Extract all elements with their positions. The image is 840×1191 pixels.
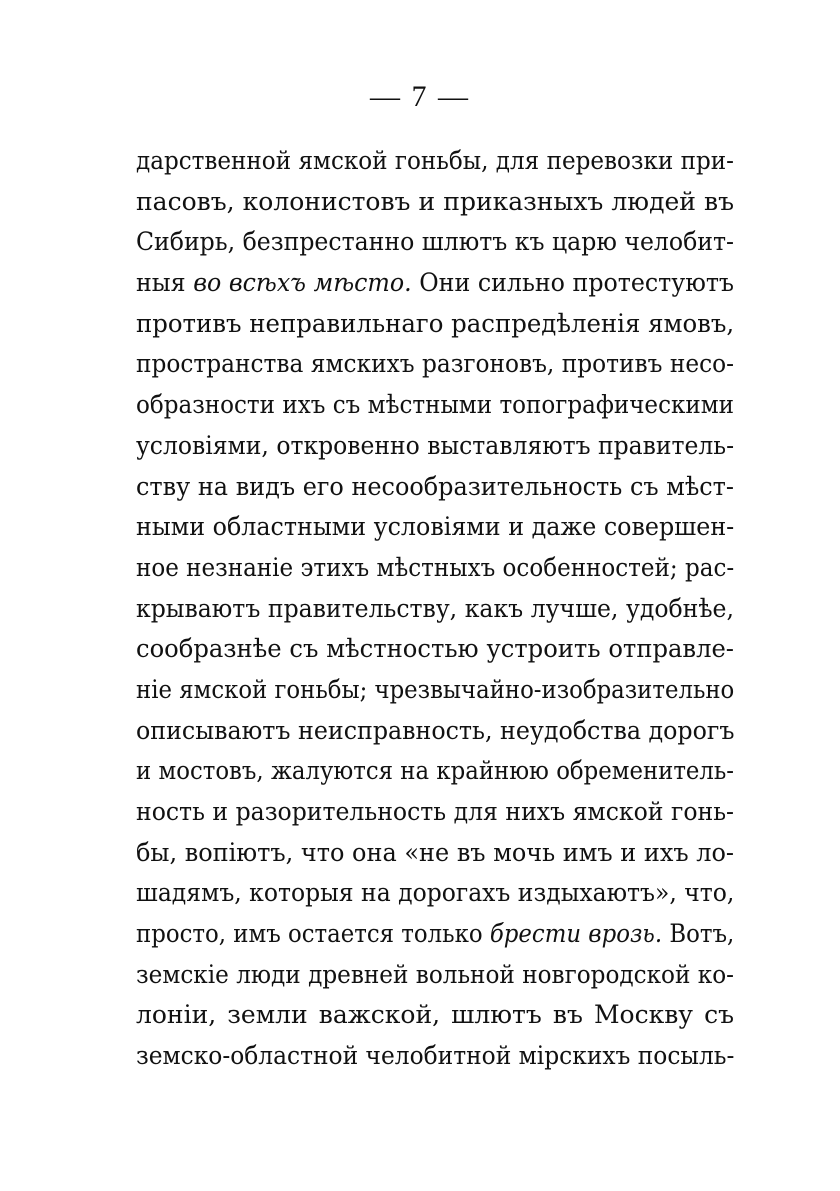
italic-phrase: брести врозь. bbox=[489, 919, 663, 949]
text-line: ность и разорительность для нихъ ямской гонь- bbox=[136, 797, 734, 826]
text-line: лоніи, земли важской, шлютъ въ Москву съ bbox=[136, 1000, 734, 1030]
text-line: бы, вопіютъ, что она «не въ мочь имъ и ихъ ло- bbox=[136, 837, 734, 867]
text-line: ніе ямской гоньбы; чрезвычайно-изобразительно bbox=[136, 674, 735, 704]
italic-phrase: во всѣхъ мѣсто. bbox=[193, 268, 412, 298]
text-line: ству на видъ его несообразительность съ мѣст- bbox=[136, 471, 734, 501]
text-line: дарственной ямской гоньбы, для перевозки при- bbox=[136, 146, 734, 175]
text-line: ными областными условіями и даже совершен- bbox=[136, 512, 735, 542]
text-line: земскіе люди древней вольной новгородской ко- bbox=[136, 959, 735, 989]
text-line: ное незнаніе этихъ мѣстныхъ особенностей; рас- bbox=[136, 552, 735, 582]
text-line: крываютъ правительству, какъ лучше, удобнѣе, bbox=[136, 593, 734, 623]
page-number: — 7 — bbox=[370, 80, 470, 113]
text-line: пасовъ, колонистовъ и приказныхъ людей въ bbox=[136, 186, 734, 216]
text-line: образности ихъ съ мѣстными топографическими bbox=[136, 390, 734, 420]
text-line: шадямъ, которыя на дорогахъ издыхаютъ», что, bbox=[136, 878, 735, 908]
text-line: описываютъ неисправность, неудобства дорогъ bbox=[136, 715, 735, 745]
text-line: и мостовъ, жалуются на крайнюю обременитель- bbox=[136, 756, 735, 786]
text-line: пространства ямскихъ разгоновъ, противъ несо- bbox=[136, 349, 734, 379]
body-text bbox=[136, 141, 734, 1077]
text-line: Сибирь, безпрестанно шлютъ къ царю челобит- bbox=[136, 227, 735, 257]
text-line: условіями, откровенно выставляютъ правитель- bbox=[136, 430, 735, 460]
text-line: ныя во всѣхъ мѣсто. Они сильно протестуютъ bbox=[136, 268, 735, 298]
text-line: земско-областной челобитной мірскихъ посыль- bbox=[136, 1041, 735, 1071]
text-line: сообразнѣе съ мѣстностью устроить отправле- bbox=[136, 634, 734, 664]
text-line: противъ неправильнаго распредѣленія ямовъ, bbox=[136, 308, 735, 338]
text-line: просто, имъ остается только брести врозь. Вотъ, bbox=[136, 919, 735, 949]
